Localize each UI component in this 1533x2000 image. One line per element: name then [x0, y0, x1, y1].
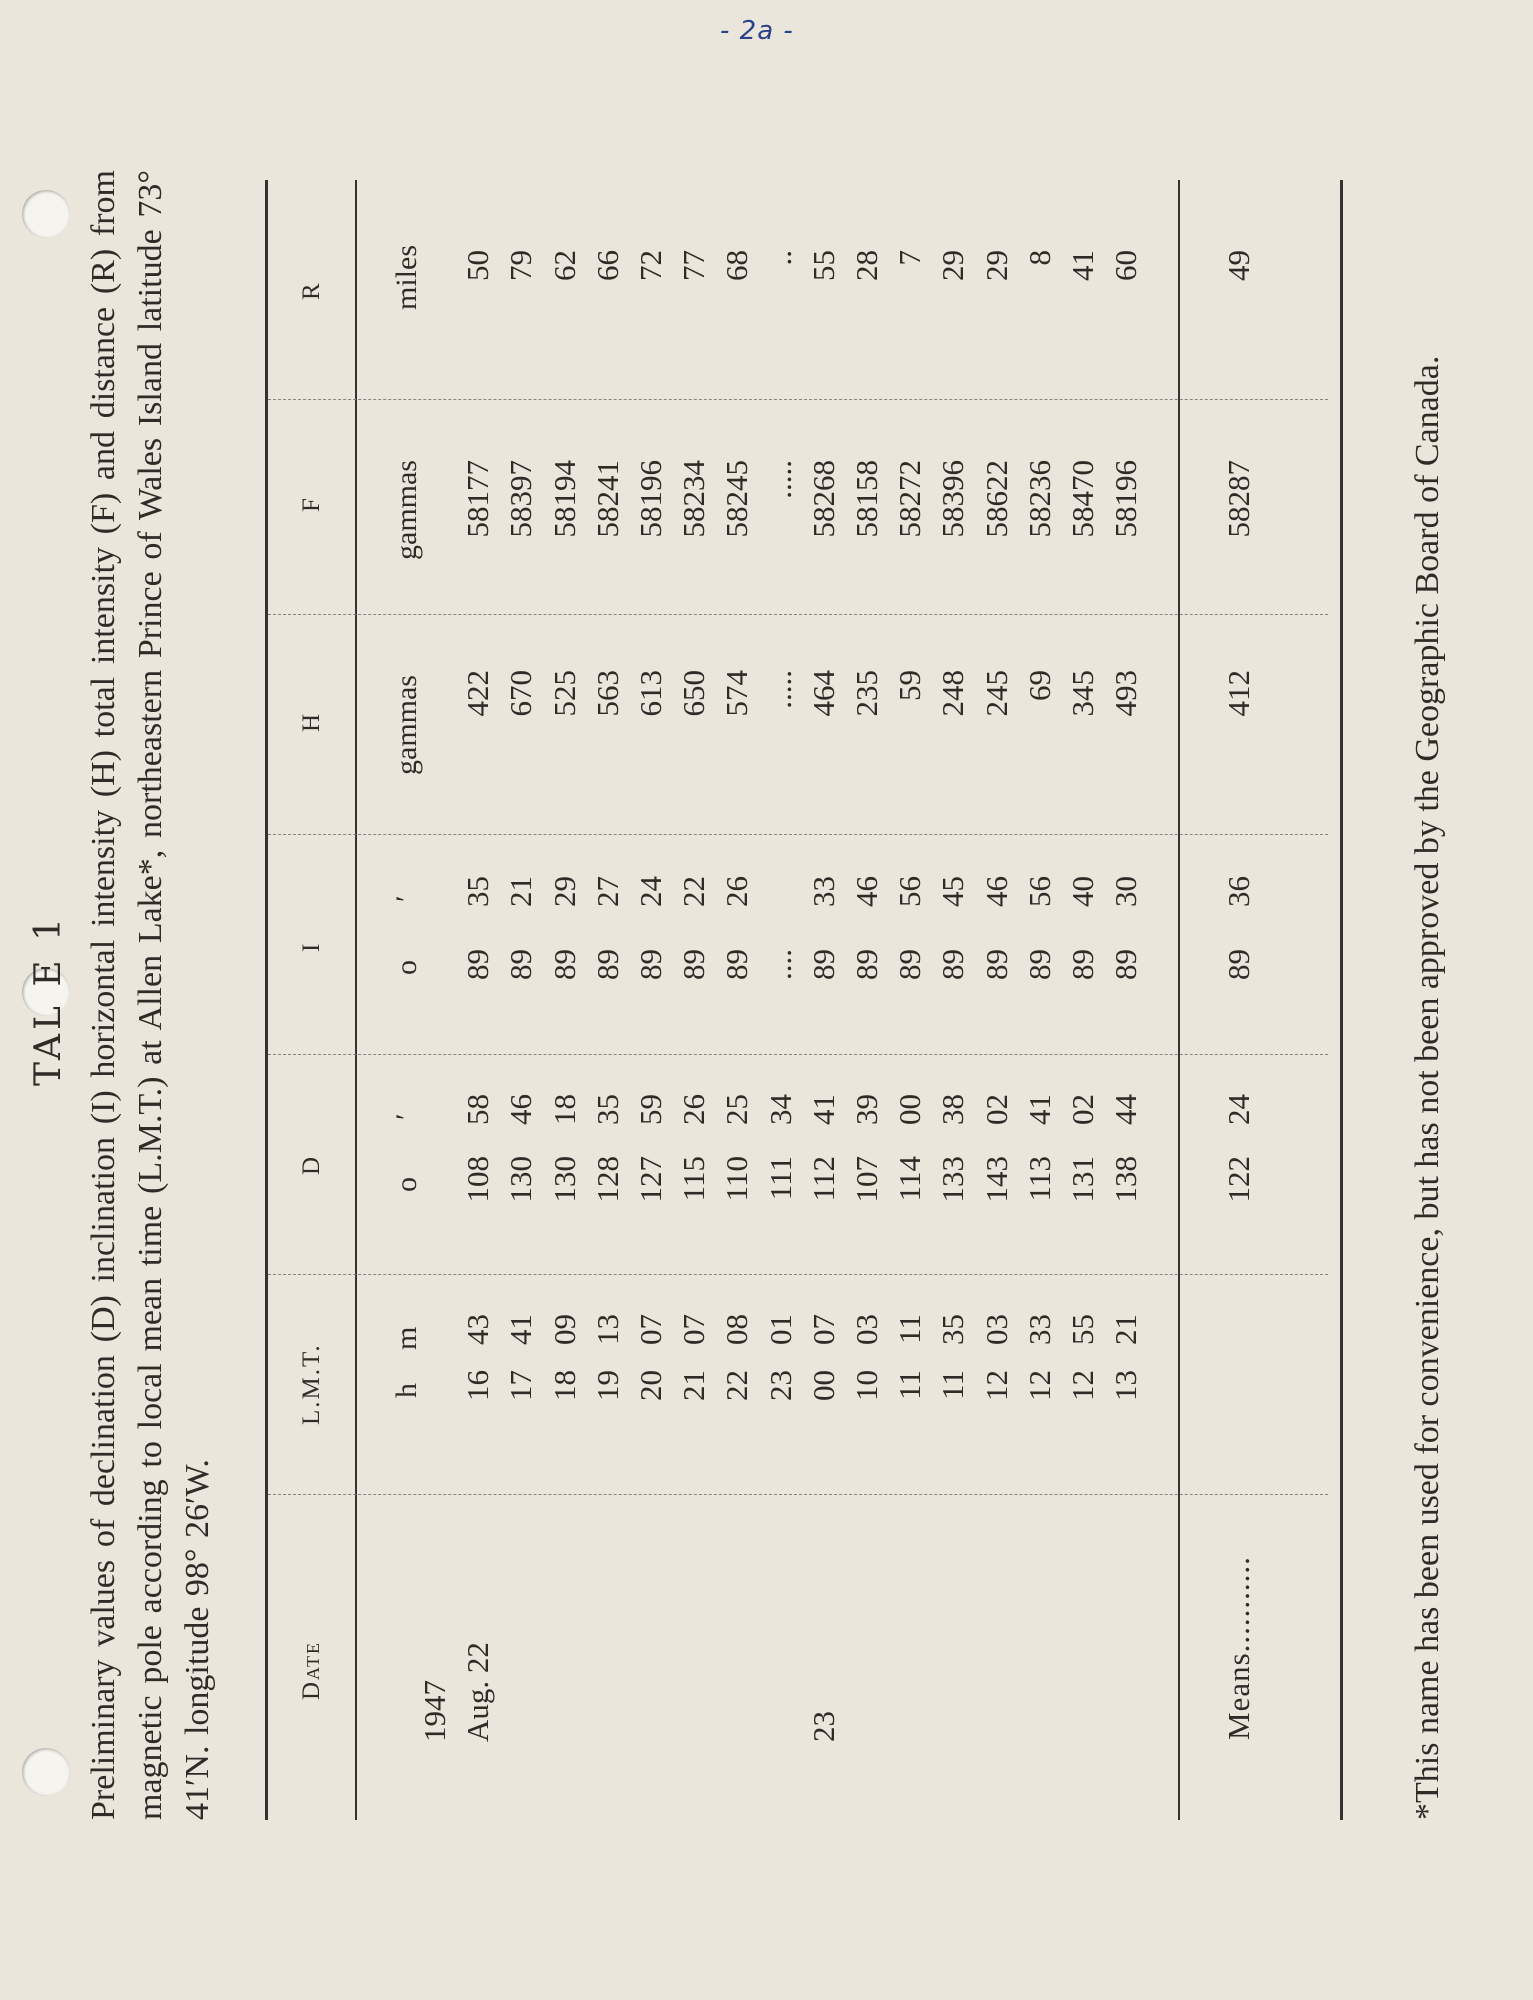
means-f: 58287 — [1221, 460, 1256, 538]
r-cell: 50 — [460, 250, 496, 281]
lmt-hour-cell: 00 — [805, 1370, 841, 1401]
i-degree-cell: 89 — [633, 949, 668, 980]
d-minute-cell: 58 — [460, 1094, 496, 1125]
lmt-minute-cell: 35 — [935, 1314, 971, 1345]
r-cell: 72 — [633, 250, 668, 281]
d-minute-cell: 46 — [503, 1094, 539, 1125]
lmt-minute-cell: 08 — [719, 1314, 755, 1345]
header-h: H — [298, 711, 325, 732]
divider-h-f — [268, 614, 1328, 615]
d-minute-cell: 35 — [589, 1094, 625, 1125]
r-cell: 8 — [1021, 250, 1057, 266]
r-cell: 7 — [892, 250, 928, 266]
i-minute-cell: 29 — [546, 876, 582, 907]
i-degree-cell: 89 — [503, 949, 539, 980]
h-cell: 245 — [978, 670, 1014, 717]
r-cell: .. — [762, 250, 798, 266]
lmt-minute-cell: 01 — [762, 1314, 798, 1345]
lmt-hour-cell: 12 — [1065, 1370, 1100, 1401]
i-degree-cell: 89 — [1021, 949, 1057, 980]
lmt-minute-cell: 03 — [978, 1314, 1014, 1345]
d-degree-cell: 112 — [805, 1156, 841, 1202]
means-r: 49 — [1221, 250, 1256, 281]
divider-f-r — [268, 399, 1328, 400]
d-degree-cell: 138 — [1108, 1156, 1144, 1203]
date-cell: 1947 — [417, 1680, 452, 1742]
d-degree-cell: 131 — [1065, 1156, 1100, 1203]
unit-r: miles — [390, 245, 423, 310]
unit-lmt-h: h — [390, 1383, 423, 1398]
d-minute-cell: 59 — [633, 1094, 668, 1125]
h-cell: 235 — [849, 670, 884, 717]
r-cell: 28 — [849, 250, 884, 281]
header-i: I — [298, 941, 325, 952]
f-cell: ..... — [762, 460, 798, 499]
f-cell: 58245 — [719, 460, 755, 538]
d-minute-cell: 26 — [676, 1094, 712, 1125]
f-cell: 58236 — [1021, 460, 1057, 538]
f-cell: 58272 — [892, 460, 928, 538]
i-minute-cell: 26 — [719, 876, 755, 907]
i-minute-cell: 30 — [1108, 876, 1144, 907]
lmt-minute-cell: 03 — [849, 1314, 884, 1345]
i-minute-cell: 40 — [1065, 876, 1100, 907]
f-cell: 58268 — [805, 460, 841, 538]
f-cell: 58158 — [849, 460, 884, 538]
r-cell: 60 — [1108, 250, 1144, 281]
unit-lmt-m: m — [390, 1326, 423, 1350]
i-minute-cell: 22 — [676, 876, 712, 907]
h-cell: 650 — [676, 670, 712, 717]
lmt-minute-cell: 33 — [1021, 1314, 1057, 1345]
h-cell: ..... — [762, 670, 798, 709]
i-degree-cell: 89 — [892, 949, 928, 980]
d-degree-cell: 130 — [503, 1156, 539, 1203]
h-cell: 464 — [805, 670, 841, 717]
r-cell: 68 — [719, 250, 755, 281]
divider-lmt-d — [268, 1274, 1328, 1275]
header-lmt: L.M.T. — [298, 1343, 325, 1425]
lmt-minute-cell: 07 — [633, 1314, 668, 1345]
header-f: F — [298, 496, 325, 512]
r-cell: 29 — [978, 250, 1014, 281]
body-bottom-rule — [1178, 180, 1180, 1820]
i-degree-cell: 89 — [460, 949, 496, 980]
r-cell: 41 — [1065, 250, 1100, 281]
lmt-hour-cell: 16 — [460, 1370, 496, 1401]
d-degree-cell: 113 — [1021, 1156, 1057, 1202]
lmt-minute-cell: 09 — [546, 1314, 582, 1345]
table-title: TAL E 1 — [28, 913, 69, 1087]
lmt-minute-cell: 55 — [1065, 1314, 1100, 1345]
lmt-minute-cell: 07 — [805, 1314, 841, 1345]
r-cell: 79 — [503, 250, 539, 281]
unit-h: gammas — [390, 675, 423, 775]
lmt-hour-cell: 13 — [1108, 1370, 1144, 1401]
unit-d-deg: o — [390, 1177, 423, 1192]
f-cell: 58622 — [978, 460, 1014, 538]
i-degree-cell: 89 — [676, 949, 712, 980]
date-cell: Aug. 22 — [460, 1642, 496, 1742]
lmt-hour-cell: 12 — [1021, 1370, 1057, 1401]
d-degree-cell: 130 — [546, 1156, 582, 1203]
lmt-minute-cell: 21 — [1108, 1314, 1144, 1345]
r-cell: 62 — [546, 250, 582, 281]
lmt-minute-cell: 13 — [589, 1314, 625, 1345]
d-degree-cell: 114 — [892, 1156, 928, 1202]
means-h: 412 — [1221, 670, 1256, 717]
h-cell: 563 — [589, 670, 625, 717]
header-rule — [355, 180, 357, 1820]
d-minute-cell: 44 — [1108, 1094, 1144, 1125]
i-degree-cell: 89 — [719, 949, 755, 980]
f-cell: 58396 — [935, 460, 971, 538]
table-caption: Preliminary values of declination (D) inclination (I) horizontal intensity (H) total intensity (F) and distance (R) from magnetic pole according to local mean time (L.M.T.) at Allen Lake*, northeastern Prince of Wales Island latitude 73° 41′N. longitude 98° 26′W. — [85, 170, 216, 1820]
header-d: D — [298, 1154, 325, 1175]
unit-i-deg: o — [390, 960, 423, 975]
f-cell: 58470 — [1065, 460, 1100, 538]
r-cell: 66 — [589, 250, 625, 281]
footer-rule — [1340, 180, 1343, 1820]
i-minute-cell: 46 — [849, 876, 884, 907]
f-cell: 58196 — [633, 460, 668, 538]
i-degree-cell: 89 — [1065, 949, 1100, 980]
lmt-hour-cell: 17 — [503, 1370, 539, 1401]
f-cell: 58234 — [676, 460, 712, 538]
i-minute-cell: 35 — [460, 876, 496, 907]
lmt-hour-cell: 19 — [589, 1370, 625, 1401]
i-minute-cell: 45 — [935, 876, 971, 907]
d-degree-cell: 143 — [978, 1156, 1014, 1203]
top-rule — [265, 180, 268, 1820]
h-cell: 345 — [1065, 670, 1100, 717]
footnote: *This name has been used for convenience, but has not been approved by the Geographic Board of Canada. — [1409, 355, 1446, 1820]
d-minute-cell: 41 — [805, 1094, 841, 1125]
lmt-hour-cell: 20 — [633, 1370, 668, 1401]
lmt-hour-cell: 18 — [546, 1370, 582, 1401]
h-cell: 422 — [460, 670, 496, 717]
lmt-minute-cell: 41 — [503, 1314, 539, 1345]
i-degree-cell: 89 — [849, 949, 884, 980]
r-cell: 55 — [805, 250, 841, 281]
h-cell: 670 — [503, 670, 539, 717]
h-cell: 613 — [633, 670, 668, 717]
h-cell: 493 — [1108, 670, 1144, 717]
means-i-deg: 89 — [1221, 949, 1256, 980]
means-d-deg: 122 — [1221, 1156, 1256, 1203]
i-degree-cell: 89 — [978, 949, 1014, 980]
unit-f: gammas — [390, 460, 423, 560]
date-cell: 23 — [805, 1711, 841, 1742]
d-degree-cell: 127 — [633, 1156, 668, 1203]
i-degree-cell: 89 — [805, 949, 841, 980]
f-cell: 58241 — [589, 460, 625, 538]
i-degree-cell: 89 — [935, 949, 971, 980]
lmt-hour-cell: 22 — [719, 1370, 755, 1401]
i-minute-cell: 21 — [503, 876, 539, 907]
d-degree-cell: 128 — [589, 1156, 625, 1203]
h-cell: 525 — [546, 670, 582, 717]
header-r: R — [298, 281, 325, 300]
d-degree-cell: 107 — [849, 1156, 884, 1203]
i-minute-cell: 56 — [892, 876, 928, 907]
lmt-hour-cell: 21 — [676, 1370, 712, 1401]
f-cell: 58196 — [1108, 460, 1144, 538]
d-degree-cell: 110 — [719, 1156, 755, 1202]
lmt-minute-cell: 07 — [676, 1314, 712, 1345]
d-minute-cell: 18 — [546, 1094, 582, 1125]
means-d-min: 24 — [1221, 1094, 1256, 1125]
lmt-hour-cell: 12 — [978, 1370, 1014, 1401]
divider-d-i — [268, 1054, 1328, 1055]
divider-i-h — [268, 834, 1328, 835]
i-degree-cell: 89 — [589, 949, 625, 980]
page-number: - 2a - — [720, 16, 794, 46]
i-minute-cell: 24 — [633, 876, 668, 907]
f-cell: 58397 — [503, 460, 539, 538]
d-degree-cell: 115 — [676, 1156, 712, 1202]
means-label: Means........... — [1221, 1556, 1256, 1740]
d-degree-cell: 108 — [460, 1156, 496, 1203]
i-minute-cell: 56 — [1021, 876, 1057, 907]
h-cell: 69 — [1021, 670, 1057, 701]
r-cell: 29 — [935, 250, 971, 281]
lmt-minute-cell: 43 — [460, 1314, 496, 1345]
lmt-minute-cell: 11 — [892, 1314, 928, 1344]
i-minute-cell: 46 — [978, 876, 1014, 907]
lmt-hour-cell: 11 — [935, 1370, 971, 1400]
lmt-hour-cell: 10 — [849, 1370, 884, 1401]
lmt-hour-cell: 11 — [892, 1370, 928, 1400]
i-minute-cell: 33 — [805, 876, 841, 907]
d-degree-cell: 111 — [762, 1156, 798, 1201]
d-minute-cell: 38 — [935, 1094, 971, 1125]
d-degree-cell: 133 — [935, 1156, 971, 1203]
i-degree-cell: 89 — [1108, 949, 1144, 980]
d-minute-cell: 39 — [849, 1094, 884, 1125]
d-minute-cell: 00 — [892, 1094, 928, 1125]
i-minute-cell: 27 — [589, 876, 625, 907]
h-cell: 574 — [719, 670, 755, 717]
lmt-hour-cell: 23 — [762, 1370, 798, 1401]
d-minute-cell: 02 — [1065, 1094, 1100, 1125]
f-cell: 58177 — [460, 460, 496, 538]
d-minute-cell: 34 — [762, 1094, 798, 1125]
unit-i-min: ′ — [390, 895, 423, 902]
r-cell: 77 — [676, 250, 712, 281]
d-minute-cell: 41 — [1021, 1094, 1057, 1125]
f-cell: 58194 — [546, 460, 582, 538]
d-minute-cell: 25 — [719, 1094, 755, 1125]
d-minute-cell: 02 — [978, 1094, 1014, 1125]
i-degree-cell: .... — [762, 949, 798, 980]
h-cell: 248 — [935, 670, 971, 717]
means-i-min: 36 — [1221, 876, 1256, 907]
divider-date-lmt — [268, 1494, 1328, 1495]
h-cell: 59 — [892, 670, 928, 701]
header-date: Date — [298, 1640, 325, 1700]
unit-d-min: ′ — [390, 1113, 423, 1120]
i-degree-cell: 89 — [546, 949, 582, 980]
